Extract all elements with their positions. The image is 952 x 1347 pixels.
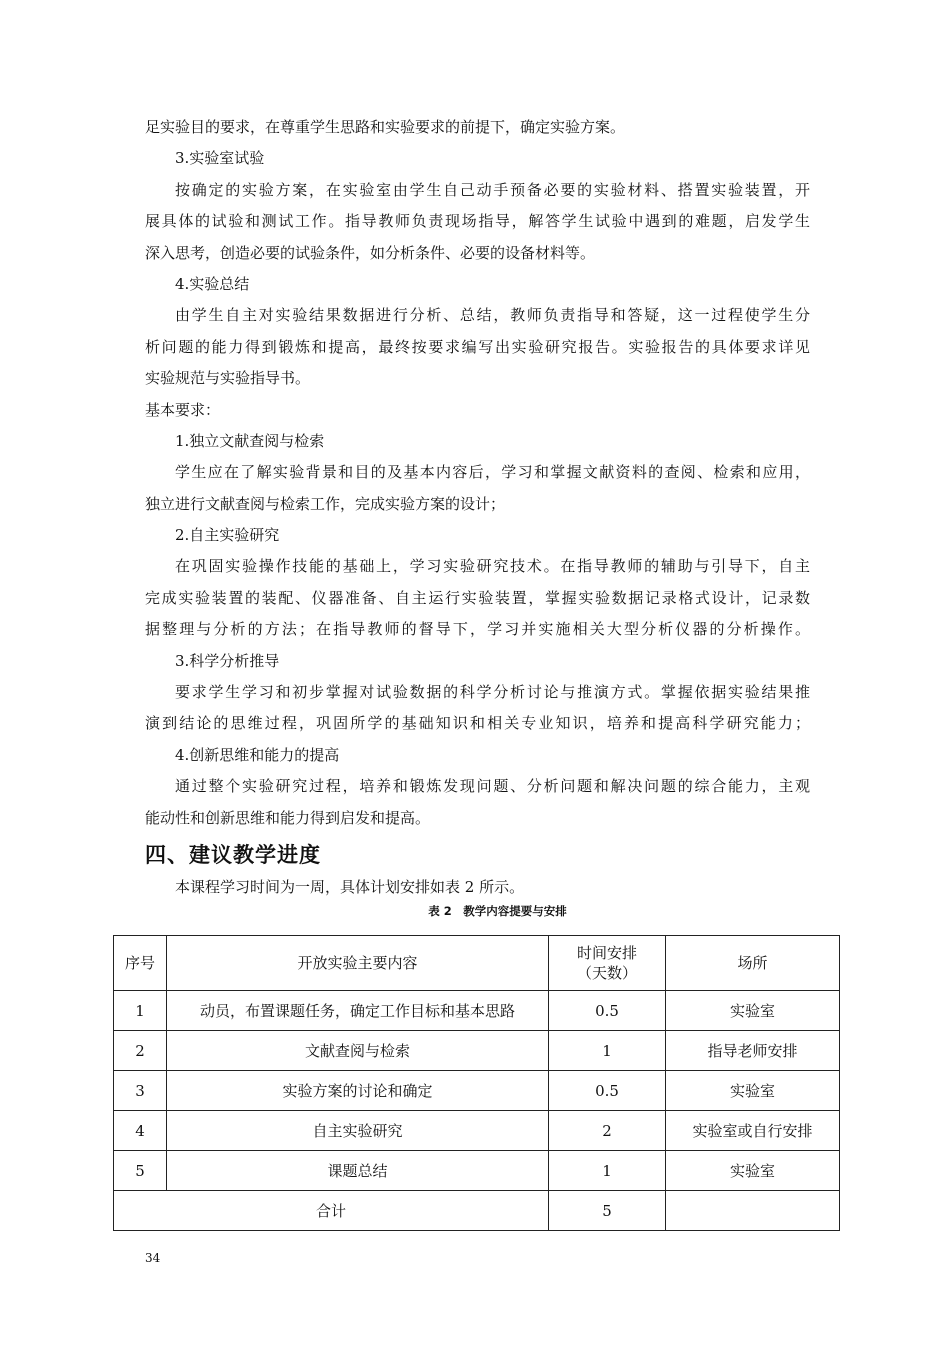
cell-content: 自主实验研究 <box>167 1111 549 1151</box>
text-line: 独立进行文献查阅与检索工作，完成实验方案的设计； <box>145 494 506 513</box>
table-row <box>114 1151 840 1191</box>
header-content: 开放实验主要内容 <box>167 936 549 991</box>
text-line: 通过整个实验研究过程，培养和锻炼发现问题、分析问题和解决问题的综合能力，主观 <box>175 777 810 796</box>
table-total-row <box>114 1191 840 1231</box>
table-header-row <box>114 936 840 991</box>
cell-days: 1 <box>549 1031 666 1071</box>
text-line: 实验规范与实验指导书。 <box>145 369 311 388</box>
body-text <box>145 112 810 834</box>
text-line: 展具体的试验和测试工作。指导教师负责现场指导，解答学生试验中遇到的难题，启发学生 <box>145 212 810 231</box>
text-line: 4.实验总结 <box>175 274 250 293</box>
cell-total-label: 合计 <box>114 1191 549 1231</box>
cell-place: 实验室 <box>666 1151 840 1191</box>
text-line: 3.科学分析推导 <box>175 651 280 670</box>
text-line: 学生应在了解实验背景和目的及基本内容后，学习和掌握文献资料的查阅、检索和应用， <box>175 463 810 482</box>
cell-days: 0.5 <box>549 991 666 1031</box>
header-time-line2: （天数） <box>576 964 637 982</box>
table-row <box>114 1111 840 1151</box>
text-line: 在巩固实验操作技能的基础上，学习实验研究技术。在指导教师的辅助与引导下，自主 <box>175 557 810 576</box>
cell-content: 课题总结 <box>167 1151 549 1191</box>
cell-days: 2 <box>549 1111 666 1151</box>
header-time <box>549 936 666 991</box>
text-line: 1.独立文献查阅与检索 <box>175 431 325 450</box>
schedule-table <box>113 935 840 1231</box>
header-time-line1: 时间安排 <box>576 944 637 962</box>
table-row <box>114 1071 840 1111</box>
text-line: 足实验目的要求，在尊重学生思路和实验要求的前提下，确定实验方案。 <box>145 118 626 136</box>
cell-days: 1 <box>549 1151 666 1191</box>
text-line: 由学生自主对实验结果数据进行分析、总结，教师负责指导和答疑，这一过程使学生分 <box>175 306 810 325</box>
cell-no: 5 <box>114 1151 167 1191</box>
text-line: 据整理与分析的方法；在指导教师的督导下，学习并实施相关大型分析仪器的分析操作。 <box>145 620 810 639</box>
cell-content: 实验方案的讨论和确定 <box>167 1071 549 1111</box>
cell-no: 1 <box>114 991 167 1031</box>
section-heading: 四、建议教学进度 <box>145 842 321 867</box>
page-content <box>145 112 810 920</box>
text-line: 深入思考，创造必要的试验条件，如分析条件、必要的设备材料等。 <box>145 243 596 262</box>
cell-place: 实验室或自行安排 <box>666 1111 840 1151</box>
cell-no: 3 <box>114 1071 167 1111</box>
cell-no: 2 <box>114 1031 167 1071</box>
cell-place: 指导老师安排 <box>666 1031 840 1071</box>
text-line: 按确定的实验方案，在实验室由学生自己动手预备必要的实验材料、搭置实验装置，开 <box>175 180 810 199</box>
cell-no: 4 <box>114 1111 167 1151</box>
cell-days: 0.5 <box>549 1071 666 1111</box>
text-line: 析问题的能力得到锻炼和提高，最终按要求编写出实验研究报告。实验报告的具体要求详见 <box>145 337 810 356</box>
cell-total-place <box>666 1191 840 1231</box>
cell-place: 实验室 <box>666 991 840 1031</box>
text-line: 要求学生学习和初步掌握对试验数据的科学分析讨论与推演方式。掌握依据实验结果推 <box>175 683 810 702</box>
text-line: 基本要求： <box>145 400 221 419</box>
text-line: 能动性和创新思维和能力得到启发和提高。 <box>145 808 431 827</box>
header-no: 序号 <box>114 936 167 991</box>
text-line: 4.创新思维和能力的提高 <box>175 745 340 764</box>
page-number: 34 <box>145 1251 161 1265</box>
text-line: 2.自主实验研究 <box>175 526 280 545</box>
table-caption: 表 2 教学内容提要与安排 <box>428 903 567 918</box>
intro-text: 本课程学习时间为一周，具体计划安排如表 2 所示。 <box>175 877 525 896</box>
header-place: 场所 <box>666 936 840 991</box>
cell-place: 实验室 <box>666 1071 840 1111</box>
cell-content: 动员，布置课题任务，确定工作目标和基本思路 <box>167 991 549 1031</box>
text-line: 3.实验室试验 <box>175 149 265 168</box>
table-row <box>114 1031 840 1071</box>
cell-total-days: 5 <box>549 1191 666 1231</box>
cell-content: 文献查阅与检索 <box>167 1031 549 1071</box>
table-row <box>114 991 840 1031</box>
text-line: 完成实验装置的装配、仪器准备、自主运行实验装置，掌握实验数据记录格式设计，记录数 <box>145 588 810 607</box>
text-line: 演到结论的思维过程，巩固所学的基础知识和相关专业知识，培养和提高科学研究能力； <box>145 714 810 733</box>
